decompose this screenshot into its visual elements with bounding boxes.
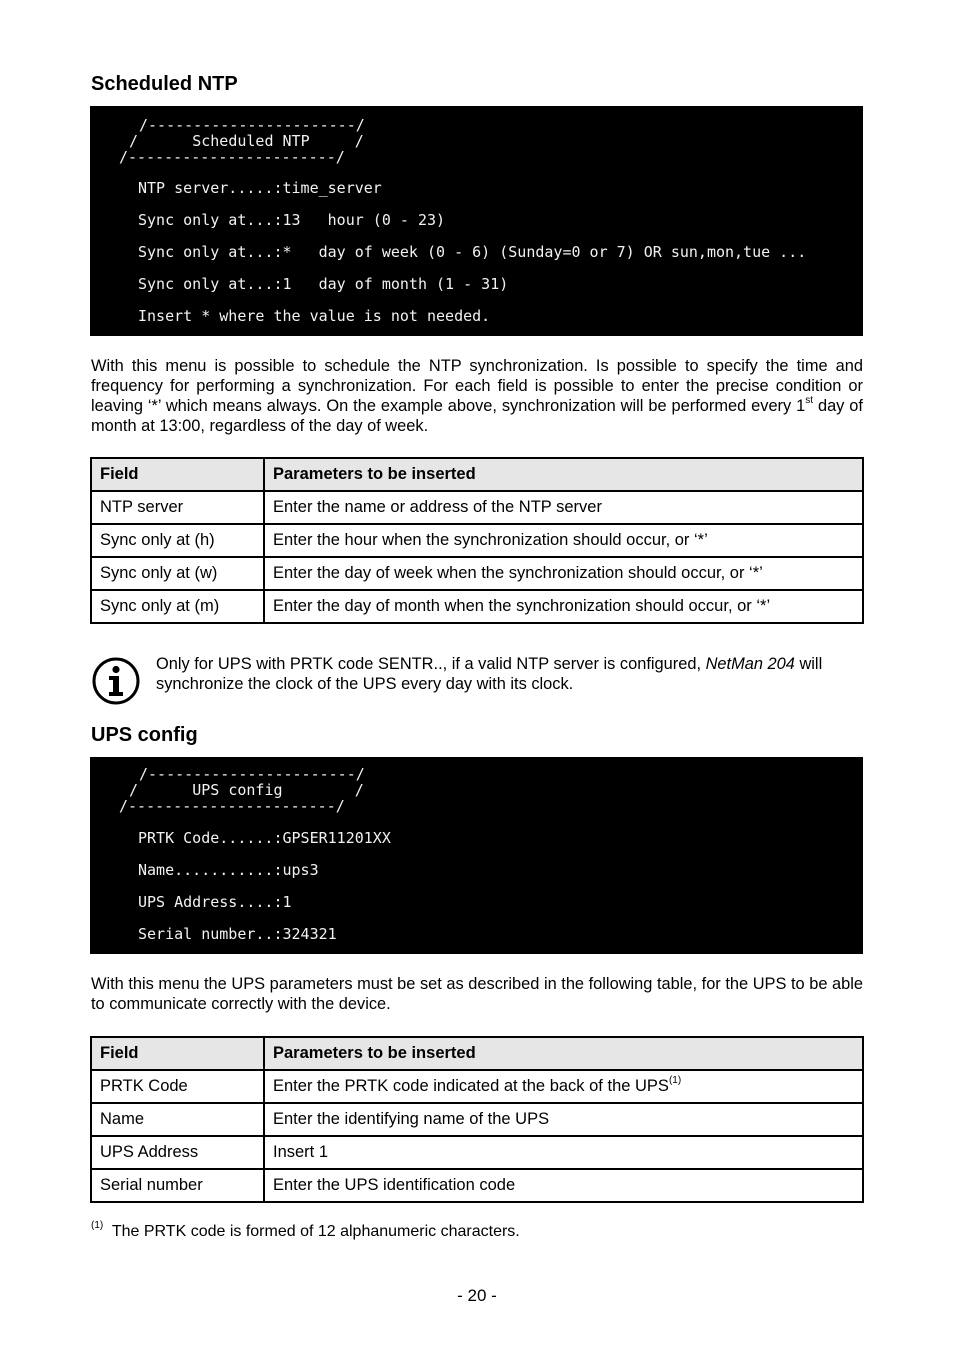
description-text-tail: day of month at 13:00, regardless of the day of week. xyxy=(91,397,863,435)
table-cell: PRTK Code xyxy=(91,1070,264,1103)
table-cell xyxy=(264,1070,863,1103)
terminal-line: UPS Address....:1 xyxy=(138,893,292,911)
ordinal-suffix: st xyxy=(805,394,814,406)
table-cell-text: Enter the PRTK code indicated at the back of the UPS xyxy=(273,1077,669,1095)
table-row xyxy=(91,491,863,524)
terminal-scheduled-ntp xyxy=(90,106,863,336)
terminal-line: Sync only at...:13 hour (0 - 23) xyxy=(138,211,446,229)
table-cell: Enter the hour when the synchronization should occur, or ‘*’ xyxy=(264,524,863,557)
section-heading-ups-config: UPS config xyxy=(91,724,198,746)
table-header-cell: Parameters to be inserted xyxy=(264,1037,863,1070)
product-name: NetMan 204 xyxy=(705,655,795,673)
terminal-ups-config xyxy=(90,757,863,954)
terminal-banner-bottom: /-----------------------/ xyxy=(119,797,345,815)
page-number: - 20 - xyxy=(457,1286,497,1305)
ups-config-table xyxy=(90,1036,864,1203)
table-cell: Enter the UPS identification code xyxy=(264,1169,863,1202)
info-note-text xyxy=(156,654,863,694)
footnote xyxy=(91,1219,520,1242)
table-cell: Serial number xyxy=(91,1169,264,1202)
table-cell: Insert 1 xyxy=(264,1136,863,1169)
description-text: With this menu is possible to schedule the NTP synchronization. Is possible to specify the time and frequency for performing a synchronization. For each field is possible to enter the precise condition or leaving ‘*’ which means always. On the example above, synchronization will be performed every 1 xyxy=(91,357,863,415)
terminal-line: Sync only at...:* day of week (0 - 6) (Sunday=0 or 7) OR sun,mon,tue ... xyxy=(138,243,807,261)
note-text-part: will synchronize the clock of the UPS every day with its clock. xyxy=(156,655,823,693)
footnote-text: The PRTK code is formed of 12 alphanumeric characters. xyxy=(111,1223,520,1240)
terminal-banner-top: /-----------------------/ xyxy=(139,765,365,783)
table-cell: Enter the day of week when the synchronization should occur, or ‘*’ xyxy=(264,557,863,590)
info-note xyxy=(91,654,863,706)
footnote-reference: (1) xyxy=(668,1074,682,1086)
table-row xyxy=(91,590,863,623)
table-header-cell: Parameters to be inserted xyxy=(264,458,863,491)
ups-config-description: With this menu the UPS parameters must be set as described in the following table, for the UPS to be able to communicate correctly with the device. xyxy=(91,975,863,1013)
scheduled-ntp-description xyxy=(91,356,863,436)
terminal-line: PRTK Code......:GPSER11201XX xyxy=(138,829,391,847)
terminal-line: NTP server.....:time_server xyxy=(138,179,382,197)
table-row xyxy=(91,1103,863,1136)
table-header-cell: Field xyxy=(91,458,264,491)
terminal-banner-title: / Scheduled NTP / xyxy=(129,132,364,150)
terminal-line: Insert * where the value is not needed. xyxy=(138,307,491,325)
table-row xyxy=(91,1169,863,1202)
table-cell: Enter the identifying name of the UPS xyxy=(264,1103,863,1136)
table-cell: Name xyxy=(91,1103,264,1136)
table-cell: NTP server xyxy=(91,491,264,524)
note-text-part: Only for UPS with PRTK code SENTR.., if a valid NTP server is configured, xyxy=(156,655,706,673)
scheduled-ntp-table xyxy=(90,457,864,624)
table-header-row xyxy=(91,458,863,491)
table-cell: Enter the name or address of the NTP server xyxy=(264,491,863,524)
table-cell: UPS Address xyxy=(91,1136,264,1169)
table-header-cell: Field xyxy=(91,1037,264,1070)
table-header-row xyxy=(91,1037,863,1070)
table-cell: Sync only at (w) xyxy=(91,557,264,590)
table-cell: Sync only at (h) xyxy=(91,524,264,557)
table-row xyxy=(91,1136,863,1169)
terminal-line: Sync only at...:1 day of month (1 - 31) xyxy=(138,275,509,293)
terminal-line: Name...........:ups3 xyxy=(138,861,319,879)
table-cell: Enter the day of month when the synchronization should occur, or ‘*’ xyxy=(264,590,863,623)
table-row xyxy=(91,557,863,590)
section-heading-scheduled-ntp: Scheduled NTP xyxy=(91,73,238,95)
footnote-mark: (1) xyxy=(91,1219,104,1231)
terminal-banner-bottom: /-----------------------/ xyxy=(119,148,345,166)
table-cell: Sync only at (m) xyxy=(91,590,264,623)
terminal-line: Serial number..:324321 xyxy=(138,925,337,943)
terminal-banner-title: / UPS config / xyxy=(129,781,364,799)
info-icon xyxy=(91,656,141,706)
table-row xyxy=(91,524,863,557)
table-row xyxy=(91,1070,863,1103)
terminal-banner-top: /-----------------------/ xyxy=(139,116,365,134)
